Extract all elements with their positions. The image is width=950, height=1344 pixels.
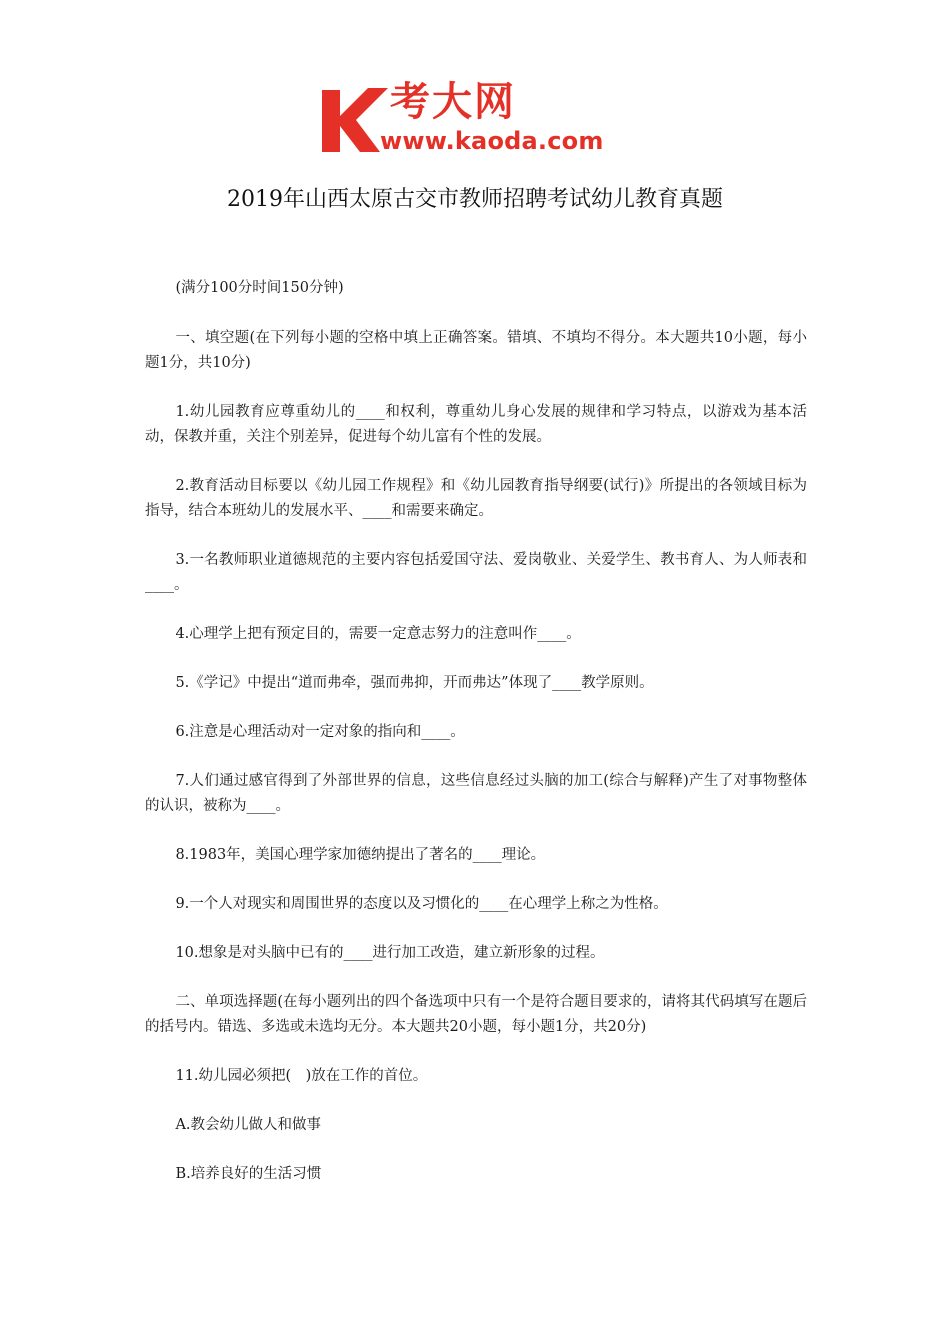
- question-11: 11.幼儿园必须把( )放在工作的首位。: [175, 1068, 428, 1084]
- section-heading-single-choice: 二、单项选择题(在每小题列出的四个备选项中只有一个是符合题目要求的，请将其代码填写在题后的括号内。错选、多选或未选均无分。本大题共20小题，每小题1分，共20分): [145, 994, 807, 1035]
- question-8: 8.1983年，美国心理学家加德纳提出了著名的____理论。: [175, 847, 546, 863]
- logo-url-text: www.kaoda.com: [380, 127, 604, 155]
- question-7: 7.人们通过感官得到了外部世界的信息，这些信息经过头脑的加工(综合与解释)产生了对事物整体的认识，被称为____。: [145, 773, 807, 814]
- question-10: 10.想象是对头脑中已有的____进行加工改造，建立新形象的过程。: [175, 945, 605, 961]
- question-3: 3.一名教师职业道德规范的主要内容包括爱国守法、爱岗敬业、关爱学生、教书育人、为人师表和____。: [145, 552, 807, 593]
- kaoda-logo: [318, 80, 638, 160]
- question-9: 9.一个人对现实和周围世界的态度以及习惯化的____在心理学上称之为性格。: [175, 896, 668, 912]
- option-b: B.培养良好的生活习惯: [175, 1166, 322, 1182]
- exam-note: (满分100分时间150分钟): [175, 280, 344, 296]
- question-4: 4.心理学上把有预定目的，需要一定意志努力的注意叫作____。: [175, 626, 581, 642]
- option-a: A.教会幼儿做人和做事: [175, 1117, 322, 1133]
- question-5: 5.《学记》中提出“道而弗牵，强而弗抑，开而弗达”体现了____教学原则。: [175, 675, 654, 691]
- logo-brand-text: 考大网: [390, 79, 516, 125]
- question-2: 2.教育活动目标要以《幼儿园工作规程》和《幼儿园教育指导纲要(试行)》所提出的各领域目标为指导，结合本班幼儿的发展水平、____和需要来确定。: [145, 478, 807, 519]
- question-6: 6.注意是心理活动对一定对象的指向和____。: [175, 724, 465, 740]
- page-title: 2019年山西太原古交市教师招聘考试幼儿教育真题: [227, 187, 723, 212]
- question-1: 1.幼儿园教育应尊重幼儿的____和权利，尊重幼儿身心发展的规律和学习特点，以游戏为基本活动，保教并重，关注个别差异，促进每个幼儿富有个性的发展。: [145, 404, 807, 445]
- section-heading-fill-blank: 一、填空题(在下列每小题的空格中填上正确答案。错填、不填均不得分。本大题共10小题，每小题1分，共10分): [145, 330, 807, 371]
- document-body: [145, 276, 807, 1211]
